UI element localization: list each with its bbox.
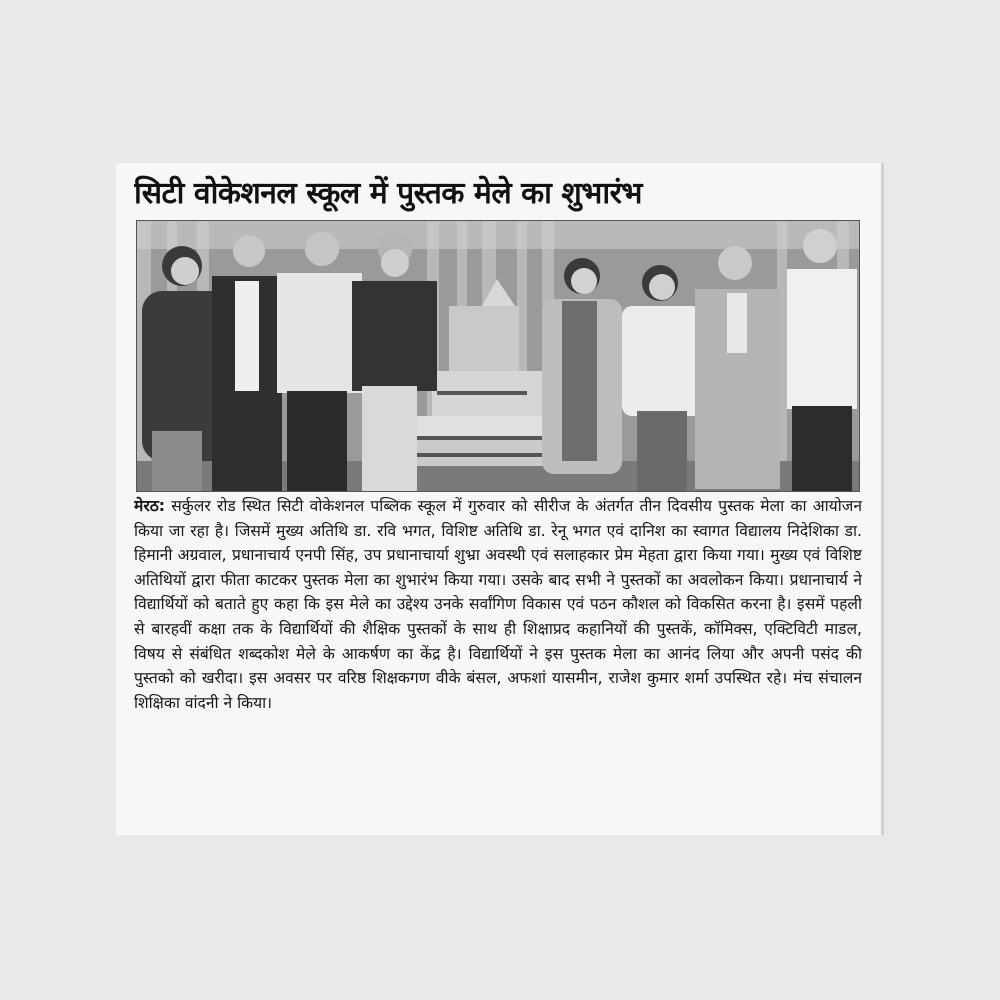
article-body-text: सर्कुलर रोड स्थित सिटी वोकेशनल पब्लिक स्कूल में गुरुवार को सीरीज के अंतर्गत तीन दिवसीय पुस्तक मेला का आयोजन किया जा रहा है। जिसमें मुख्य अतिथि डा. रवि भगत, विशिष्ट अतिथि डा. रेनू भगत एवं दानिश का स्वागत विद्यालय निदेशिका डा. हिमानी अग्रवाल, प्रधानाचार्य एनपी सिंह, उप प्रधानाचार्या शुभ्रा अवस्थी एवं सलाहकार प्रेम मेहता द्वारा किया गया। मुख्य एवं विशिष्ट अतिथियों द्वारा फीता काटकर पुस्तक मेला का शुभारंभ किया गया। उसके बाद सभी ने पुस्तकों का अवलोकन किया। प्रधानाचार्य ने विद्यार्थियों को बताते हुए कहा कि इस मेले का उद्देश्य उनके सर्वांगिण विकास एवं पठन कौशल को विकसित करना है। इसमें पहली से बारहवीं कक्षा तक के विद्यार्थियों की शैक्षिक पुस्तकों के साथ ही शिक्षाप्रद कहानियों की पुस्तकें, कॉमिक्स, एक्टिविटी माडल, विषय से संबंधित शब्दकोश मेले के आकर्षण का केंद्र है। विद्यार्थियों ने इस पुस्तक मेला का आनंद लिया और अपनी पसंद की पुस्तको को खरीदा। इस अवसर पर वरिष्ठ शिक्षकगण वीके बंसल, अफशां यासमीन, राजेश कुमार शर्मा उपस्थित रहे। मंच संचालन शिक्षिका वांदनी ने किया। — [134, 497, 862, 712]
article-body — [134, 494, 862, 832]
article-photo — [136, 220, 860, 492]
article-dateline: मेरठ: — [134, 497, 165, 515]
group-photo-image — [137, 221, 859, 491]
article-headline: सिटी वोकेशनल स्कूल में पुस्तक मेले का शुभारंभ — [134, 176, 642, 211]
newspaper-clipping — [116, 163, 884, 835]
